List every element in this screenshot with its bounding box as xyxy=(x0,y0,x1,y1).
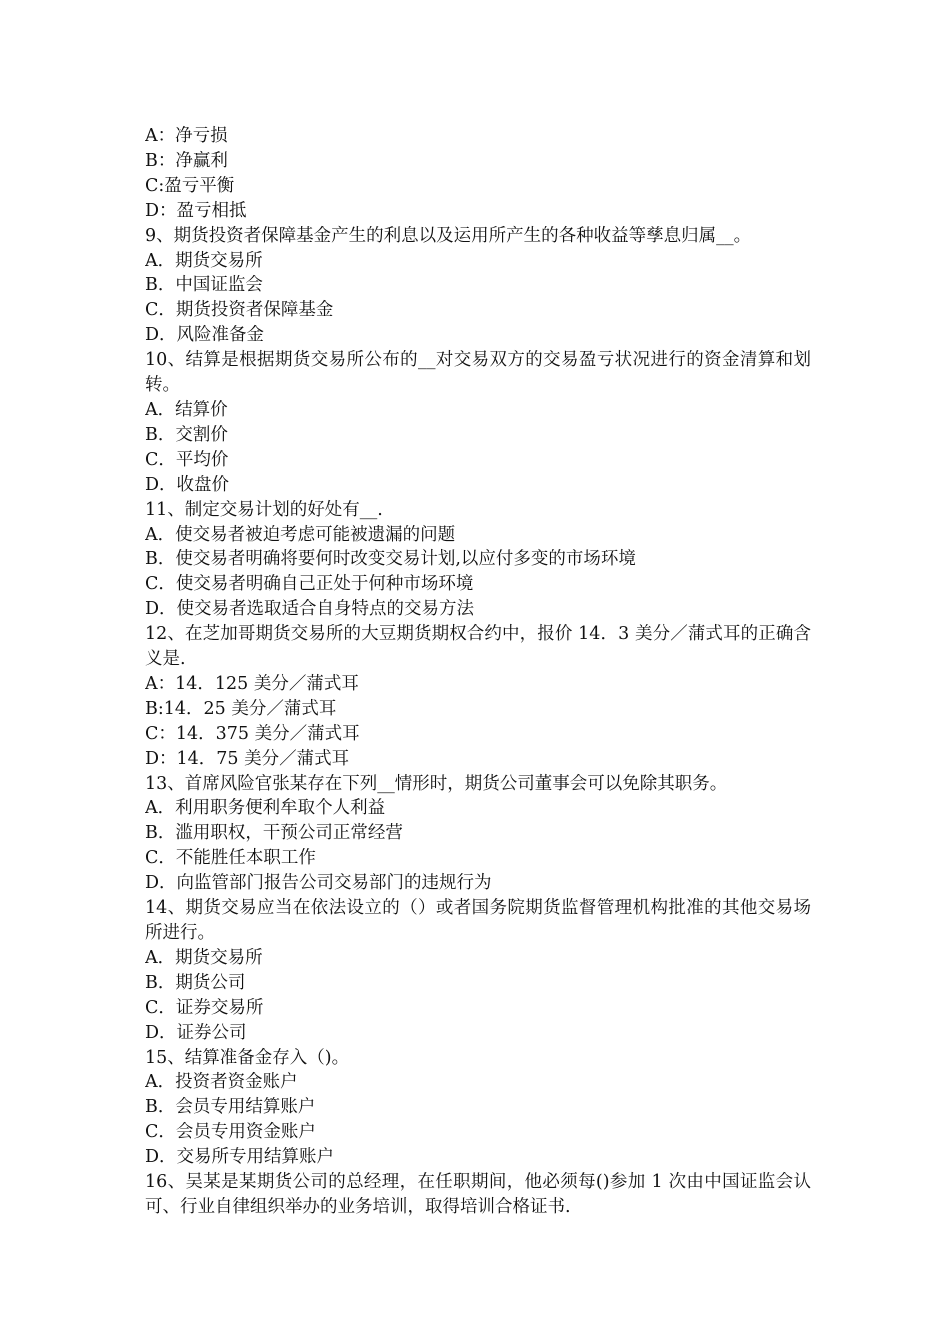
question-11: 11、制定交易计划的好处有__. xyxy=(145,499,383,520)
option-line: D．证券公司 xyxy=(145,1022,247,1043)
option-line: A．期货交易所 xyxy=(145,947,263,968)
option-line: B．中国证监会 xyxy=(145,275,263,296)
option-line: C．会员专用资金账户 xyxy=(145,1122,316,1143)
option-line: D．交易所专用结算账户 xyxy=(145,1147,335,1168)
option-line: A：净亏损 xyxy=(145,126,228,146)
option-line: B．会员专用结算账户 xyxy=(145,1097,316,1118)
option-line: D．使交易者选取适合自身特点的交易方法 xyxy=(145,599,475,620)
option-line: A．利用职务便利牟取个人利益 xyxy=(145,798,386,819)
option-line: A．期货交易所 xyxy=(145,250,263,271)
option-line: D：盈亏相抵 xyxy=(145,200,247,221)
option-line: C．不能胜任本职工作 xyxy=(145,848,316,869)
option-line: B:14．25 美分／蒲式耳 xyxy=(145,698,337,719)
option-line: C：14．375 美分／蒲式耳 xyxy=(145,723,360,744)
option-line: D：14．75 美分／蒲式耳 xyxy=(145,748,350,769)
option-line: C．期货投资者保障基金 xyxy=(145,300,334,321)
question-14: 14、期货交易应当在依法设立的（）或者国务院期货监督管理机构批准的其他交易场所进行。 xyxy=(145,898,811,943)
option-line: A．使交易者被迫考虑可能被遗漏的问题 xyxy=(145,524,456,545)
question-16: 16、吴某是某期货公司的总经理，在任职期间，他必须每()参加 1 次由中国证监会认可、行业自律组织举办的业务培训，取得培训合格证书. xyxy=(145,1172,811,1217)
question-9: 9、期货投资者保障基金产生的利息以及运用所产生的各种收益等孳息归属__。 xyxy=(145,225,752,246)
option-line: A．结算价 xyxy=(145,399,228,420)
option-line: B．交割价 xyxy=(145,424,228,445)
question-15: 15、结算准备金存入（)。 xyxy=(145,1047,350,1068)
option-line: D．向监管部门报告公司交易部门的违规行为 xyxy=(145,873,492,894)
option-line: C．使交易者明确自己正处于何种市场环境 xyxy=(145,574,474,595)
option-line: C．平均价 xyxy=(145,449,229,470)
option-line: C．证券交易所 xyxy=(145,997,264,1018)
option-line: B：净赢利 xyxy=(145,150,228,171)
option-line: A．投资者资金账户 xyxy=(145,1072,298,1093)
option-line: D．收盘价 xyxy=(145,474,230,495)
question-10: 10、结算是根据期货交易所公布的__对交易双方的交易盈亏状况进行的资金清算和划转。 xyxy=(145,350,811,396)
option-line: B．期货公司 xyxy=(145,972,246,993)
option-line: B．使交易者明确将要何时改变交易计划,以应付多变的市场环境 xyxy=(145,549,636,570)
question-13: 13、首席风险官张某存在下列__情形时，期货公司董事会可以免除其职务。 xyxy=(145,773,728,794)
option-line: B．滥用职权，干预公司正常经营 xyxy=(145,823,403,844)
option-line: D．风险准备金 xyxy=(145,325,265,346)
question-12: 12、在芝加哥期货交易所的大豆期货期权合约中，报价 14．3 美分／蒲式耳的正确含义是. xyxy=(145,624,811,670)
document-body xyxy=(145,124,811,1220)
option-line: C:盈亏平衡 xyxy=(145,175,235,196)
option-line: A：14．125 美分／蒲式耳 xyxy=(145,673,359,694)
